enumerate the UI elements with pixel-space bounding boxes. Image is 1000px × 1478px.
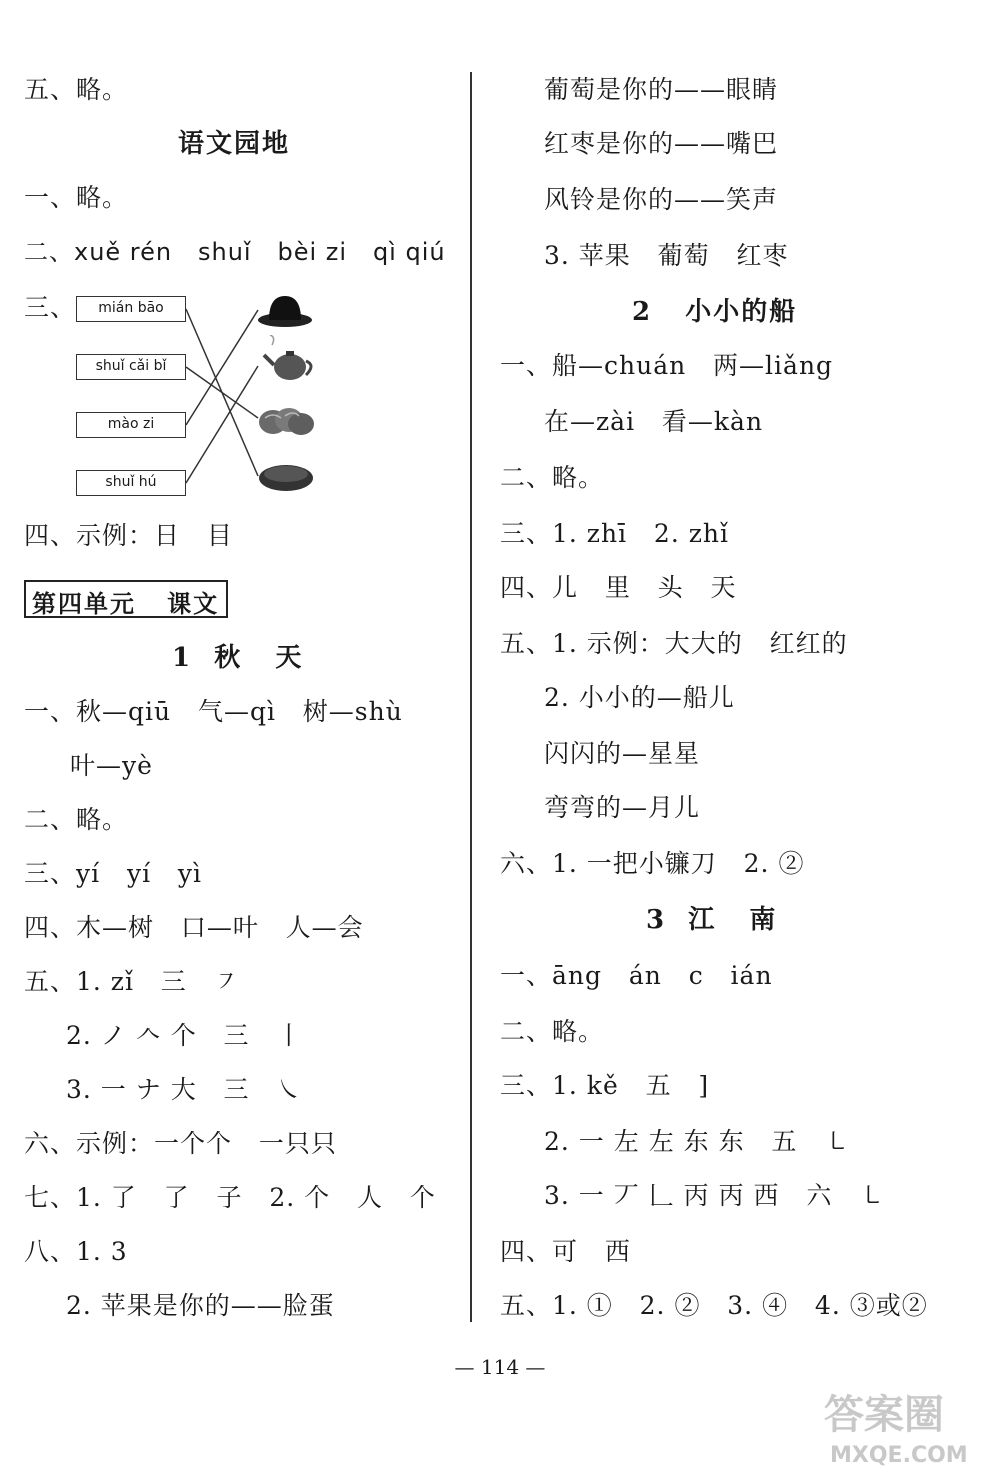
right-line-19: 3. 一 丆 𠃊 丙 丙 西 六 ㇄	[544, 1181, 886, 1210]
right-line-18: 2. 一 左 左 东 东 五 ㇄	[544, 1127, 851, 1156]
pinyin-box-shuicaibi: shuǐ cǎi bǐ	[76, 354, 186, 380]
right-line-4: 3. 苹果 葡萄 红枣	[544, 241, 789, 270]
right-line-8: 三、1. zhī 2. zhǐ	[500, 519, 729, 548]
right-line-12: 闪闪的—星星	[544, 739, 701, 768]
right-line-16: 二、略。	[500, 1017, 605, 1046]
right-line-6: 在—zài 看—kàn	[544, 407, 764, 436]
right-line-3: 风铃是你的——笑声	[544, 185, 779, 214]
lesson-heading-qiutian: 1 秋 天	[172, 643, 304, 673]
watermark-url: MXQE.COM	[830, 1443, 968, 1468]
left-line-14: 六、示例：一个个 一只只	[24, 1129, 337, 1158]
right-line-2: 红枣是你的——嘴巴	[544, 129, 779, 158]
right-line-9: 四、儿 里 头 天	[500, 573, 737, 602]
right-line-14: 六、1. 一把小镰刀 2. ②	[500, 849, 805, 878]
column-divider	[470, 72, 472, 1322]
right-line-20: 四、可 西	[500, 1237, 631, 1266]
right-line-1: 葡萄是你的——眼睛	[544, 75, 779, 104]
right-line-5: 一、船—chuán 两—liǎng	[500, 351, 834, 380]
right-line-17: 三、1. kě 五 ]	[500, 1071, 710, 1100]
unit-title-box	[24, 580, 228, 618]
left-line-10: 四、木—树 口—叶 人—会	[24, 913, 364, 942]
left-line-15: 七、1. 了 了 子 2. 个 人 个	[24, 1183, 436, 1212]
left-line-3: 二、xuě rén shuǐ bèi zi qì qiú	[24, 238, 446, 266]
right-line-13: 弯弯的—月儿	[544, 793, 701, 822]
pinyin-box-mianbao: mián bāo	[76, 296, 186, 322]
section-heading-yuwen-yuandi: 语文园地	[178, 129, 291, 159]
watermark-logo-text: 答案圈	[824, 1392, 944, 1438]
right-line-10: 五、1. 示例：大大的 红红的	[500, 629, 848, 658]
right-line-7: 二、略。	[500, 463, 605, 492]
unit-title: 第四单元 课文	[32, 589, 220, 618]
left-line-16: 八、1. 3	[24, 1237, 128, 1266]
hat-icon	[255, 290, 315, 330]
lesson-heading-xiaoxiaodechuan: 2 小小的船	[632, 297, 798, 327]
left-line-11: 五、1. zǐ 三 ㇇	[24, 967, 240, 996]
paint-brush-icon	[255, 458, 317, 494]
pinyin-box-maozi: mào zi	[76, 412, 186, 438]
left-line-2: 一、略。	[24, 183, 129, 212]
left-line-9: 三、yí yí yì	[24, 859, 203, 888]
right-line-15: 一、āng án c ián	[500, 961, 773, 990]
left-line-7: 叶—yè	[70, 751, 153, 780]
left-line-1: 五、略。	[24, 75, 129, 104]
lesson-heading-jiangnan: 3 江 南	[646, 905, 778, 935]
left-line-17: 2. 苹果是你的——脸蛋	[66, 1291, 335, 1320]
right-line-11: 2. 小小的—船儿	[544, 683, 735, 712]
left-line-5: 四、示例：日 目	[24, 521, 233, 550]
left-line-6: 一、秋—qiū 气—qì 树—shù	[24, 697, 403, 726]
left-line-8: 二、略。	[24, 805, 129, 834]
teapot-icon	[262, 335, 317, 385]
right-line-21: 五、1. ① 2. ② 3. ④ 4. ③或②	[500, 1291, 928, 1320]
page-number: — 114 —	[454, 1355, 546, 1379]
left-line-13: 3. 一 ナ 大 三 ㇏	[66, 1075, 303, 1104]
watermark-logo	[820, 1380, 990, 1470]
matching-lines	[0, 0, 330, 520]
bread-icon	[255, 402, 317, 442]
left-line-12: 2. ノ 𠆢 个 三 丨	[66, 1021, 303, 1050]
pinyin-box-shuihu: shuǐ hú	[76, 470, 186, 496]
left-line-4-prefix: 三、	[24, 293, 77, 322]
